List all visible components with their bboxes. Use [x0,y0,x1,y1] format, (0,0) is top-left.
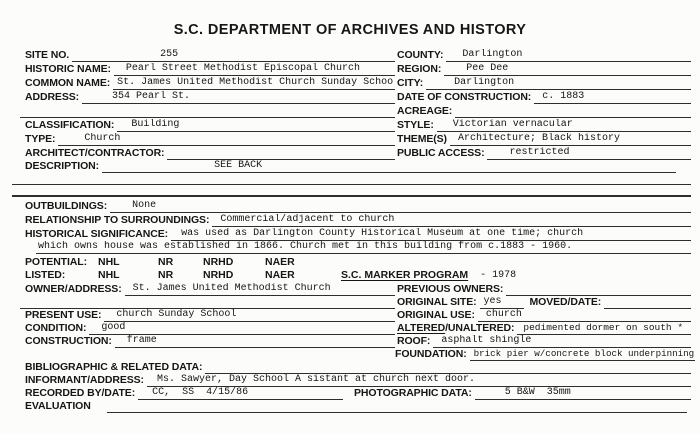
previous-owners-label: PREVIOUS OWNERS: [397,283,504,295]
field-evaluation [25,400,687,413]
field-listed [25,269,665,282]
roof-label: ROOF: [397,335,431,347]
field-roof [397,335,691,348]
field-date-of-construction [397,91,691,104]
listed-option-nrhd: NRHD [203,269,234,281]
field-relationship [25,214,691,227]
address-label: ADDRESS: [25,91,80,103]
historical-significance-label: HISTORICAL SIGNIFICANCE: [25,228,169,240]
field-previous-owners [397,283,691,296]
field-public-access [397,147,691,160]
field-informant [25,374,691,387]
present-use-label: PRESENT USE: [25,309,102,321]
historical-significance-value: was used as Darlington County Historical Museum at one time; church [171,228,691,241]
field-address [25,91,395,104]
field-foundation [395,348,695,361]
field-photographic-data [354,387,691,400]
historic-name-value: Pearl Street Methodist Episcopal Church [114,63,395,76]
listed-option-nr: NR [158,269,174,281]
informant-label: INFORMANT/ADDRESS: [25,374,144,386]
foundation-label: FOUNDATION: [395,348,467,360]
site-no-label: SITE NO. [25,49,70,61]
informant-value: Ms. Sawyer, Day School A sistant at church next door. [147,374,691,387]
site-no-value: 255 [72,49,395,62]
field-present-use [25,309,395,322]
present-use-value: church Sunday School [104,309,395,322]
owner-address-label: OWNER/ADDRESS: [25,283,122,295]
public-access-label: PUBLIC ACCESS: [397,147,485,159]
region-value: Pee Dee [444,63,691,76]
common-name-value: St. James United Methodist Church Sunday Schoo [113,77,395,90]
field-historic-name [25,63,395,76]
field-city [397,77,691,90]
blank-rule-left [20,105,395,118]
acreage-label: ACREAGE: [397,105,453,117]
description-label: DESCRIPTION: [25,160,100,172]
condition-value: good [89,322,395,335]
architect-label: ARCHITECT/CONTRACTOR: [25,147,165,159]
field-themes [397,133,691,146]
field-outbuildings [25,200,691,213]
date-of-construction-value: c. 1883 [534,91,691,104]
county-value: Darlington [446,49,691,62]
common-name-label: COMMON NAME: [25,77,111,89]
acreage-value [455,117,691,118]
original-use-value: church [478,309,691,322]
relationship-value: Commercial/adjacent to church [212,214,691,227]
blank-line [12,184,691,185]
field-recorded-by [25,387,343,400]
moved-date-label: MOVED/DATE: [529,296,602,308]
form-title: S.C. DEPARTMENT OF ARCHIVES AND HISTORY [173,22,527,38]
potential-option-nrhd: NRHD [203,256,234,268]
blank-line [20,117,395,118]
blank-rule-left-2 [20,296,395,309]
field-region [397,63,691,76]
listed-label: LISTED: [25,269,66,281]
altered-label: ALTERED [397,322,446,334]
construction-label: CONSTRUCTION: [25,335,112,347]
classification-value: Building [117,119,395,132]
photographic-data-label: PHOTOGRAPHIC DATA: [354,387,472,399]
unaltered-label: /UNALTERED: [445,322,515,334]
owner-address-value: St. James United Methodist Church [125,283,395,296]
classification-label: CLASSIFICATION: [25,119,115,131]
recorded-by-value: CC, SS 4/15/86 [138,387,343,400]
construction-value: frame [115,335,395,348]
historic-name-label: HISTORIC NAME: [25,63,111,75]
original-site-label: ORIGINAL SITE: [397,296,477,308]
type-value: Church [58,133,395,146]
county-label: COUNTY: [397,49,444,61]
themes-label: THEME(S) [397,133,447,145]
field-historical-significance [25,228,691,241]
field-architect [25,147,395,160]
field-acreage [397,105,691,118]
listed-option-nhl: NHL [98,269,120,281]
field-original-use [397,309,691,322]
recorded-by-label: RECORDED BY/DATE: [25,387,136,399]
potential-option-nhl: NHL [98,256,120,268]
style-label: STYLE: [397,119,434,131]
date-of-construction-label: DATE OF CONSTRUCTION: [397,91,532,103]
potential-option-naer: NAER [265,256,295,268]
type-label: TYPE: [25,133,56,145]
field-construction [25,335,395,348]
relationship-label: RELATIONSHIP TO SURROUNDINGS: [25,214,210,226]
field-classification [25,119,395,132]
field-original-site [397,296,691,309]
outbuildings-label: OUTBUILDINGS: [25,200,108,212]
sc-marker-program-value: - 1978 [480,270,517,281]
historical-significance-continuation [36,241,691,254]
foundation-value: brick pier w/concrete block underpinning [470,348,695,361]
field-potential [25,256,585,269]
themes-value: Architecture; Black history [450,133,691,146]
evaluation-value [107,412,687,413]
roof-value: asphalt shingle [433,335,691,348]
field-altered-unaltered [397,322,691,335]
city-value: Darlington [426,77,691,90]
original-site-value: yes [480,296,524,309]
blank-rule-full [12,172,691,185]
field-condition [25,322,395,335]
bibliographic-label: BIBLIOGRAPHIC & RELATED DATA: [25,361,203,373]
condition-label: CONDITION: [25,322,87,334]
field-type [25,133,395,146]
historical-significance-value-line2: which owns house was established in 1866. Church met in this building from c.1883 - 1960. [36,241,691,254]
field-county [397,49,691,62]
potential-label: POTENTIAL: [25,256,87,268]
original-use-label: ORIGINAL USE: [397,309,475,321]
listed-option-naer: NAER [265,269,295,281]
field-common-name [25,77,395,90]
potential-option-nr: NR [158,256,174,268]
field-owner-address [25,283,395,296]
field-style [397,119,691,132]
description-value: SEE BACK [102,160,676,173]
sc-marker-program-label: S.C. MARKER PROGRAM [341,269,469,281]
address-value: 354 Pearl St. [82,91,395,104]
evaluation-label: EVALUATION [25,400,91,412]
city-label: CITY: [397,77,424,89]
field-site-no [25,49,395,62]
style-value: Victorian vernacular [437,119,691,132]
section-divider [12,195,691,197]
field-bibliographic [25,361,691,374]
region-label: REGION: [397,63,442,75]
photographic-data-value: 5 B&W 35mm [475,387,691,400]
altered-value: pedimented dormer on south * [517,322,691,335]
outbuildings-value: None [110,200,691,213]
public-access-value: restricted [487,147,691,160]
